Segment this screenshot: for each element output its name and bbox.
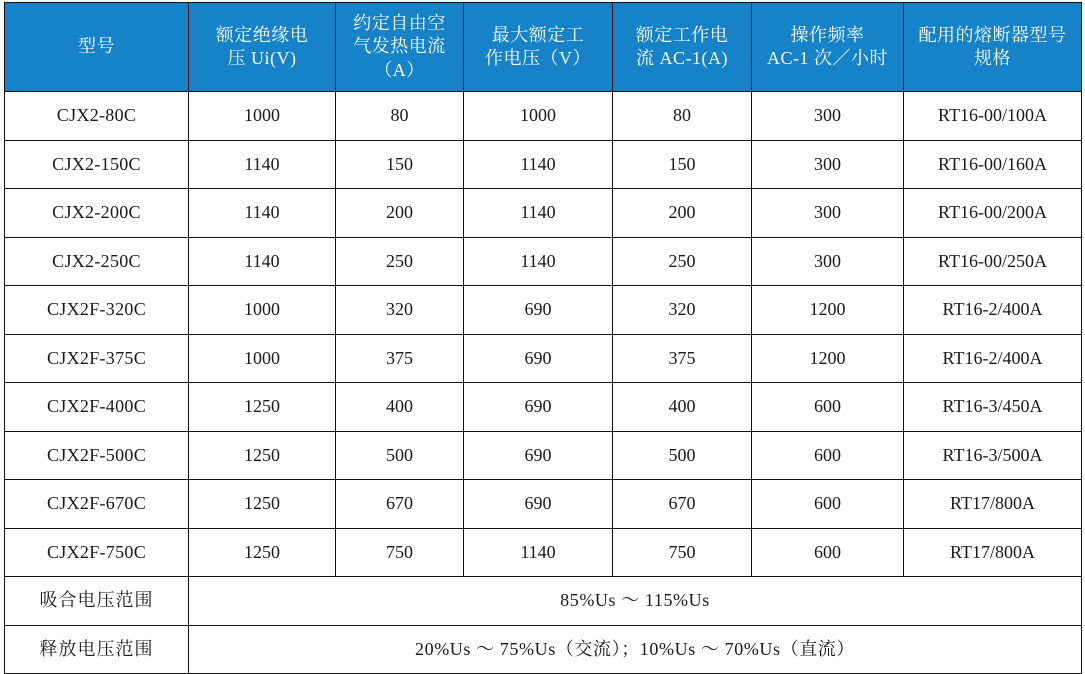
table-header bbox=[5, 3, 1082, 92]
cell-pickup-voltage-value: 85%Us ～ 115%Us bbox=[189, 577, 1082, 626]
column-header-conventional-free-air-thermal-current bbox=[336, 3, 464, 92]
cell-operating-frequency: 300 bbox=[752, 237, 904, 286]
column-header-fuse-model bbox=[904, 3, 1082, 92]
cell-max-operating-voltage: 690 bbox=[464, 286, 613, 335]
cell-operating-frequency: 300 bbox=[752, 140, 904, 189]
header-line: 额定工作电 bbox=[635, 24, 729, 45]
cell-insulation-voltage: 1000 bbox=[189, 92, 336, 141]
header-line: 规格 bbox=[974, 48, 1011, 68]
cell-pickup-voltage-label: 吸合电压范围 bbox=[5, 577, 189, 626]
header-line: 最大额定工 bbox=[491, 24, 585, 45]
header-line: AC-1 次／小时 bbox=[767, 48, 888, 68]
column-header-rated-insulation-voltage bbox=[189, 3, 336, 92]
cell-operating-frequency: 600 bbox=[752, 480, 904, 529]
cell-max-operating-voltage: 1140 bbox=[464, 140, 613, 189]
header-line: 流 AC-1(A) bbox=[636, 48, 728, 68]
cell-fuse-model: RT16-00/200A bbox=[904, 189, 1082, 238]
cell-model: CJX2F-500C bbox=[5, 431, 189, 480]
cell-fuse-model: RT16-3/450A bbox=[904, 383, 1082, 432]
table-row bbox=[5, 92, 1082, 141]
cell-operating-current: 320 bbox=[613, 286, 752, 335]
table-row bbox=[5, 480, 1082, 529]
cell-max-operating-voltage: 1000 bbox=[464, 92, 613, 141]
cell-model: CJX2F-400C bbox=[5, 383, 189, 432]
cell-release-voltage-label: 释放电压范围 bbox=[5, 625, 189, 674]
cell-fuse-model: RT16-00/160A bbox=[904, 140, 1082, 189]
header-line: 气发热电流 bbox=[353, 36, 446, 57]
cell-fuse-model: RT16-2/400A bbox=[904, 286, 1082, 335]
table-row bbox=[5, 528, 1082, 577]
cell-max-operating-voltage: 1140 bbox=[464, 237, 613, 286]
cell-operating-current: 150 bbox=[613, 140, 752, 189]
table-row bbox=[5, 286, 1082, 335]
cell-operating-current: 200 bbox=[613, 189, 752, 238]
header-line: 约定自由空 bbox=[353, 13, 446, 34]
column-header-max-rated-operating-voltage bbox=[464, 3, 613, 92]
cell-operating-current: 670 bbox=[613, 480, 752, 529]
cell-insulation-voltage: 1000 bbox=[189, 286, 336, 335]
column-header-rated-operating-current bbox=[613, 3, 752, 92]
cell-insulation-voltage: 1140 bbox=[189, 189, 336, 238]
cell-model: CJX2F-320C bbox=[5, 286, 189, 335]
cell-insulation-voltage: 1250 bbox=[189, 383, 336, 432]
cell-operating-current: 750 bbox=[613, 528, 752, 577]
cell-fuse-model: RT17/800A bbox=[904, 480, 1082, 529]
cell-insulation-voltage: 1140 bbox=[189, 237, 336, 286]
cell-fuse-model: RT16-00/100A bbox=[904, 92, 1082, 141]
cell-insulation-voltage: 1250 bbox=[189, 480, 336, 529]
cell-fuse-model: RT16-00/250A bbox=[904, 237, 1082, 286]
cell-max-operating-voltage: 1140 bbox=[464, 528, 613, 577]
table-row bbox=[5, 237, 1082, 286]
cell-operating-current: 375 bbox=[613, 334, 752, 383]
cell-max-operating-voltage: 690 bbox=[464, 431, 613, 480]
cell-max-operating-voltage: 690 bbox=[464, 480, 613, 529]
cell-operating-frequency: 600 bbox=[752, 383, 904, 432]
cell-insulation-voltage: 1000 bbox=[189, 334, 336, 383]
cell-thermal-current: 150 bbox=[336, 140, 464, 189]
contactor-specification-table bbox=[4, 2, 1082, 674]
cell-max-operating-voltage: 1140 bbox=[464, 189, 613, 238]
cell-fuse-model: RT16-3/500A bbox=[904, 431, 1082, 480]
cell-operating-frequency: 1200 bbox=[752, 286, 904, 335]
header-line: 额定绝缘电 bbox=[215, 24, 309, 45]
table-row bbox=[5, 140, 1082, 189]
cell-operating-current: 80 bbox=[613, 92, 752, 141]
header-row bbox=[5, 3, 1082, 92]
cell-release-voltage-value: 20%Us ～ 75%Us（交流）；10%Us ～ 70%Us（直流） bbox=[189, 625, 1082, 674]
cell-fuse-model: RT17/800A bbox=[904, 528, 1082, 577]
cell-thermal-current: 320 bbox=[336, 286, 464, 335]
header-line: 操作频率 bbox=[790, 24, 865, 45]
cell-thermal-current: 80 bbox=[336, 92, 464, 141]
cell-model: CJX2F-750C bbox=[5, 528, 189, 577]
table-row bbox=[5, 189, 1082, 238]
header-line: 配用的熔断器型号 bbox=[918, 24, 1067, 45]
cell-thermal-current: 375 bbox=[336, 334, 464, 383]
table-row bbox=[5, 383, 1082, 432]
cell-operating-frequency: 300 bbox=[752, 92, 904, 141]
table-body bbox=[5, 92, 1082, 674]
cell-model: CJX2-80C bbox=[5, 92, 189, 141]
table-row-pickup-voltage-range bbox=[5, 577, 1082, 626]
cell-model: CJX2F-670C bbox=[5, 480, 189, 529]
cell-model: CJX2F-375C bbox=[5, 334, 189, 383]
header-line: 型号 bbox=[78, 36, 115, 57]
cell-max-operating-voltage: 690 bbox=[464, 334, 613, 383]
table-row-release-voltage-range bbox=[5, 625, 1082, 674]
cell-model: CJX2-200C bbox=[5, 189, 189, 238]
cell-operating-frequency: 600 bbox=[752, 528, 904, 577]
cell-operating-frequency: 600 bbox=[752, 431, 904, 480]
column-header-model bbox=[5, 3, 189, 92]
cell-thermal-current: 750 bbox=[336, 528, 464, 577]
cell-operating-frequency: 1200 bbox=[752, 334, 904, 383]
header-line: （A） bbox=[374, 59, 425, 80]
cell-thermal-current: 670 bbox=[336, 480, 464, 529]
cell-operating-frequency: 300 bbox=[752, 189, 904, 238]
header-line: 压 Ui(V) bbox=[227, 48, 297, 68]
cell-thermal-current: 500 bbox=[336, 431, 464, 480]
cell-operating-current: 250 bbox=[613, 237, 752, 286]
cell-model: CJX2-150C bbox=[5, 140, 189, 189]
cell-insulation-voltage: 1140 bbox=[189, 140, 336, 189]
column-header-operating-frequency bbox=[752, 3, 904, 92]
cell-operating-current: 400 bbox=[613, 383, 752, 432]
cell-thermal-current: 400 bbox=[336, 383, 464, 432]
cell-insulation-voltage: 1250 bbox=[189, 528, 336, 577]
cell-insulation-voltage: 1250 bbox=[189, 431, 336, 480]
cell-thermal-current: 200 bbox=[336, 189, 464, 238]
table-row bbox=[5, 431, 1082, 480]
cell-operating-current: 500 bbox=[613, 431, 752, 480]
cell-fuse-model: RT16-2/400A bbox=[904, 334, 1082, 383]
header-line: 作电压（V） bbox=[485, 48, 591, 68]
cell-model: CJX2-250C bbox=[5, 237, 189, 286]
cell-max-operating-voltage: 690 bbox=[464, 383, 613, 432]
cell-thermal-current: 250 bbox=[336, 237, 464, 286]
table-row bbox=[5, 334, 1082, 383]
